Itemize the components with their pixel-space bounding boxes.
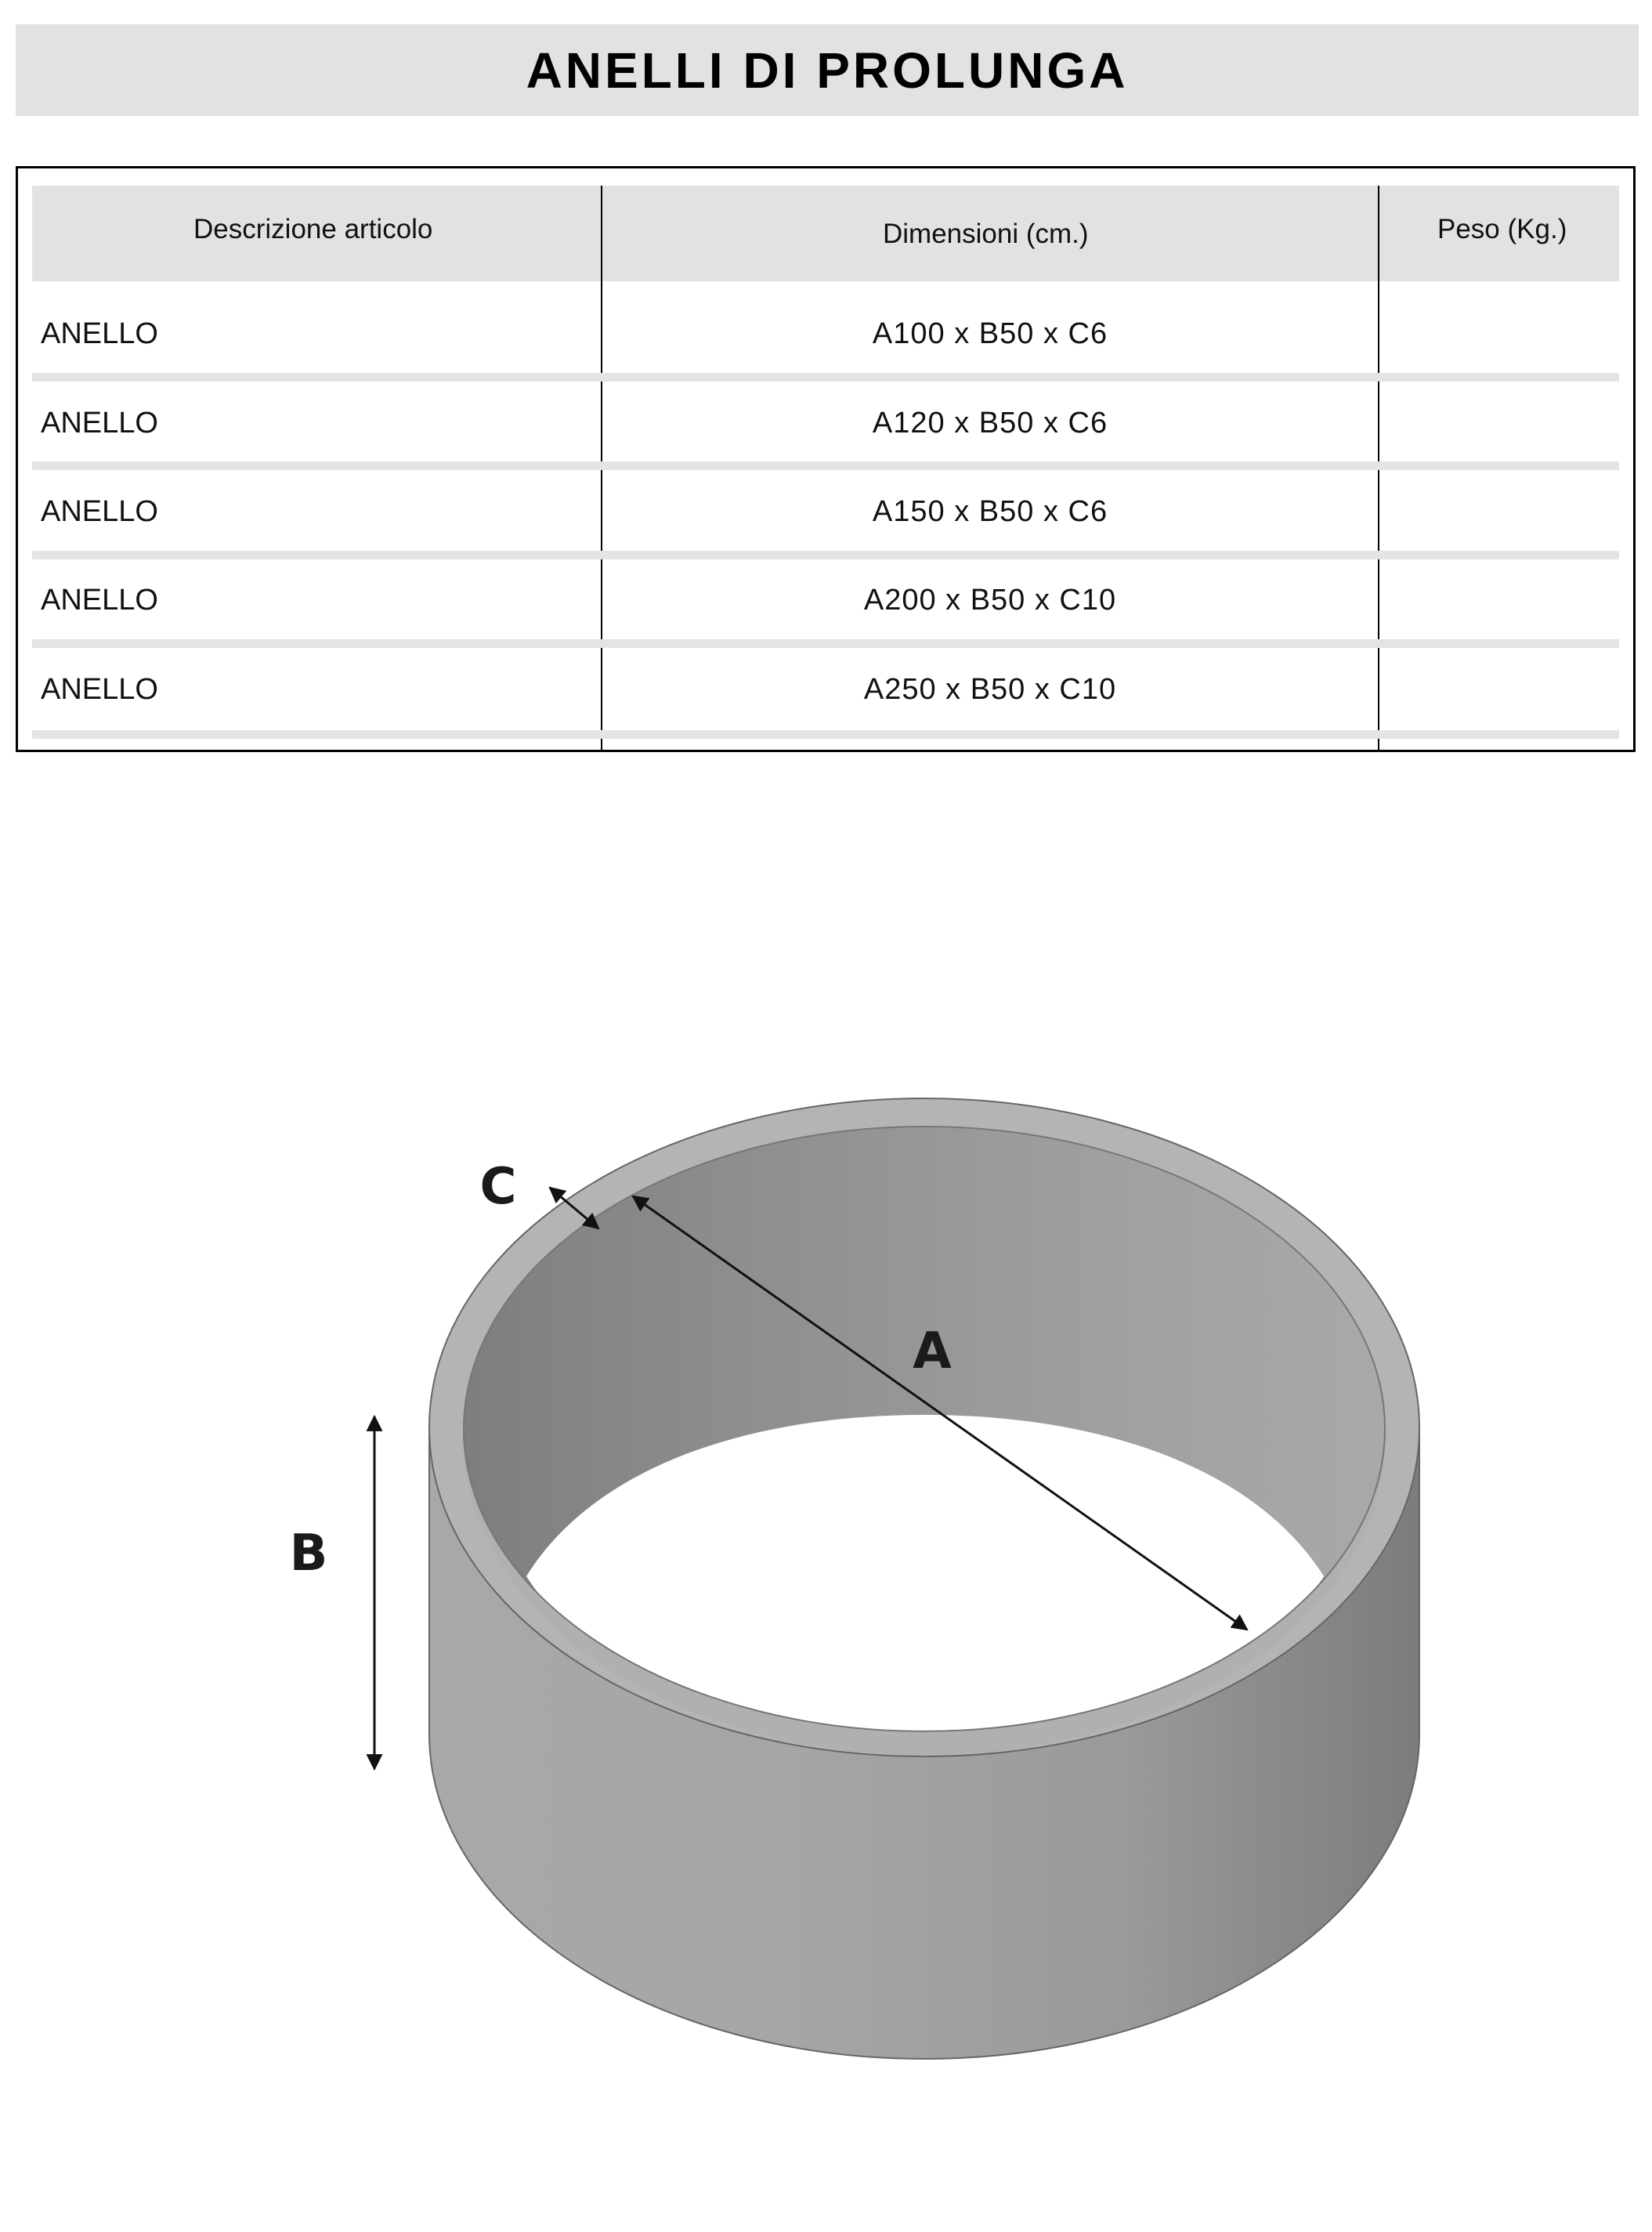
page-title: ANELLI DI PROLUNGA (526, 42, 1129, 99)
row-separator (32, 373, 1619, 382)
label-a: A (913, 1322, 952, 1380)
row-description: ANELLO (41, 495, 158, 528)
row-separator (32, 639, 1619, 648)
row-description: ANELLO (41, 317, 158, 350)
title-bar (16, 24, 1639, 116)
row-separator (32, 730, 1619, 739)
label-b: B (289, 1525, 328, 1583)
row-description: ANELLO (41, 673, 158, 706)
row-dimensions: A120 x B50 x C6 (872, 407, 1108, 440)
row-dimensions: A250 x B50 x C10 (863, 673, 1117, 706)
header-weight: Peso (Kg.) (1437, 214, 1567, 244)
ring-diagram (0, 1018, 1652, 2115)
product-table (16, 166, 1636, 752)
header-description: Descrizione articolo (193, 214, 433, 244)
row-dimensions: A100 x B50 x C6 (872, 317, 1108, 350)
label-c: C (479, 1158, 517, 1216)
row-description: ANELLO (41, 407, 158, 440)
row-dimensions: A200 x B50 x C10 (863, 584, 1117, 617)
row-separator (32, 461, 1619, 470)
row-description: ANELLO (41, 584, 158, 617)
row-separator (32, 551, 1619, 559)
row-dimensions: A150 x B50 x C6 (872, 495, 1108, 528)
header-dimensions: Dimensioni (cm.) (883, 219, 1089, 249)
